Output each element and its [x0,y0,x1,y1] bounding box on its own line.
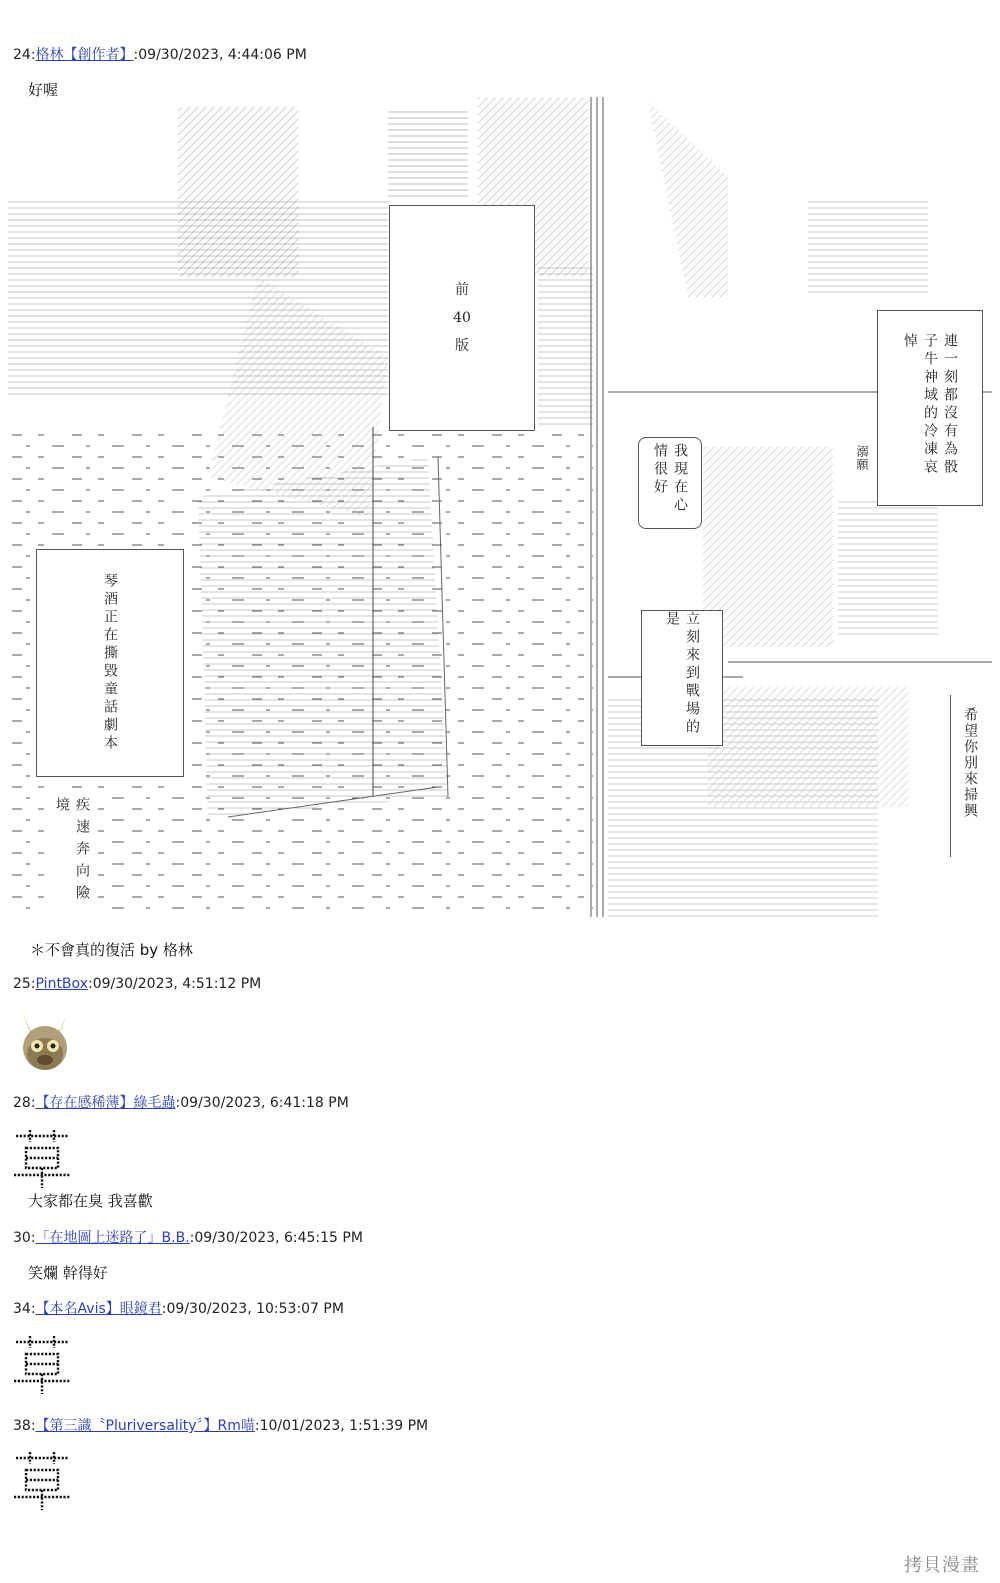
post-header-38: 38:【第三識〝Pluriversality〞】Rm喵:10/01/2023, 1:51:39 PM [13,1418,429,1434]
author-link[interactable]: 格林【創作者】 [35,47,134,63]
drown-label: 溺願 [855,445,869,471]
kusa-dot-image [12,1450,72,1512]
box-god-text: 連一刻都沒有為骰子牛神域的冷凍哀悼 [902,333,958,477]
post-time: 10/01/2023, 1:51:39 PM [259,1418,429,1434]
box-qinjiu-text: 琴酒正在撕毀童話劇本 [102,573,118,753]
post-header-30: 30:「在地圖上迷路了」B.B.:09/30/2023, 6:45:15 PM [13,1230,363,1246]
author-link[interactable]: PintBox [35,976,88,992]
post-body-30: 笑爛 幹得好 [28,1264,108,1282]
post-number: 30 [13,1230,31,1246]
box-battle-text: 立刻來到戰場的是 [664,611,700,737]
post-time: 09/30/2023, 10:53:07 PM [166,1301,344,1317]
post-number: 25 [13,976,31,992]
author-link[interactable]: 「在地圖上迷路了」B.B. [35,1230,190,1246]
author-link[interactable]: 【存在感稀薄】綠毛蟲 [35,1095,176,1111]
reaction-sticker-image [17,1010,73,1072]
post-number: 28 [13,1095,31,1111]
watermark-text: 拷貝漫畫 [904,1555,980,1576]
post-time: 09/30/2023, 4:51:12 PM [92,976,262,992]
author-link[interactable]: 【本名Avis】眼鏡君 [35,1301,162,1317]
box-happy [638,437,702,529]
rush-text: 疾速奔向險境 [52,797,92,917]
box-hope [950,695,989,857]
post-number: 24 [13,47,31,63]
box-hope-text: 希望你別來掃興 [962,707,978,819]
post-number: 34 [13,1301,31,1317]
kusa-dot-image [12,1128,72,1190]
art-caption: ＊不會真的復活 by 格林 [30,941,193,959]
kusa-dot-image [12,1334,72,1396]
box-front40 [389,205,535,431]
ascii-art-image [8,97,992,917]
post-time: 09/30/2023, 6:45:15 PM [194,1230,363,1246]
box-qinjiu [36,549,184,777]
post-body-24: 好喔 [28,81,59,99]
author-link[interactable]: 【第三識〝Pluriversality〞】Rm喵 [35,1418,255,1434]
post-time: 09/30/2023, 6:41:18 PM [180,1095,349,1111]
box-happy-text: 我現在心情很好 [652,443,688,515]
box-front40-text: 前40版 [453,282,471,354]
post-body-28: 大家都在臭 我喜歡 [28,1192,153,1210]
post-header-28: 28:【存在感稀薄】綠毛蟲:09/30/2023, 6:41:18 PM [13,1095,349,1111]
post-header-34: 34:【本名Avis】眼鏡君:09/30/2023, 10:53:07 PM [13,1301,344,1317]
box-god [877,310,983,506]
box-battle [641,610,723,746]
post-header-25: 25:PintBox:09/30/2023, 4:51:12 PM [13,976,262,992]
post-number: 38 [13,1418,31,1434]
post-time: 09/30/2023, 4:44:06 PM [138,47,307,63]
post-header-24: 24:格林【創作者】:09/30/2023, 4:44:06 PM [13,47,307,63]
